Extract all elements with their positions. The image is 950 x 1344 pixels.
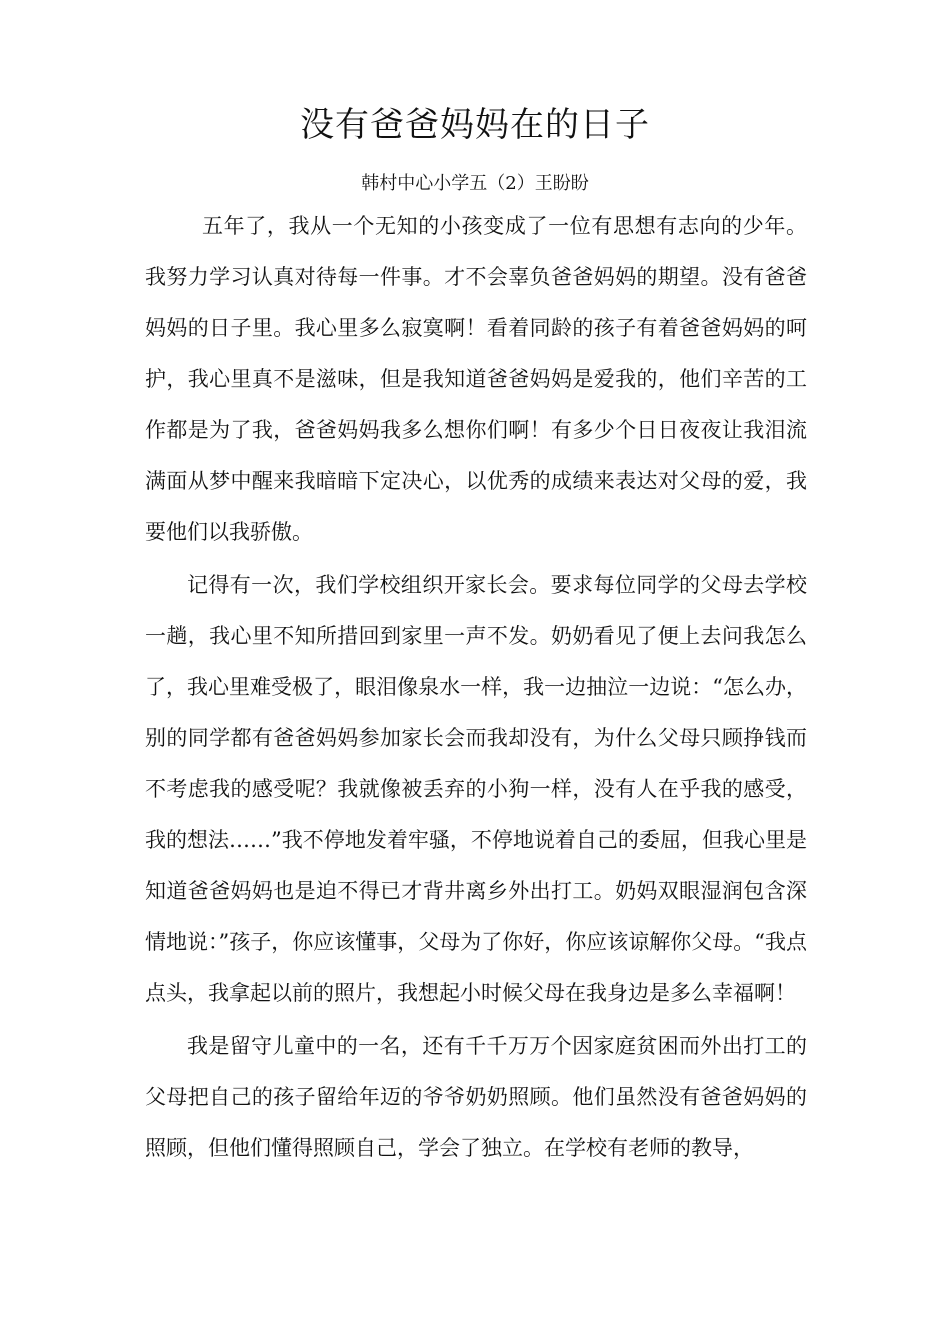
paragraph-2: 记得有一次，我们学校组织开家长会。要求每位同学的父母去学校一趟，我心里不知所措回到家里一声不发。奶奶看见了便上去问我怎么了，我心里难受极了，眼泪像泉水一样，我一边抽泣一边说：“怎么办，别的同学都有爸爸妈妈参加家长会而我却没有，为什么父母只顾挣钱而不考虑我的感受呢？我就像被丢弃的小狗一样，没有人在乎我的感受，我的想法……”我不停地发着牢骚，不停地说着自己的委屈，但我心里是知道爸爸妈妈也是迫不得已才背井离乡外出打工。奶妈双眼湿润包含深情地说：”孩子，你应该懂事，父母为了你好，你应该谅解你父母。“我点点头，我拿起以前的照片，我想起小时候父母在我身边是多么幸福啊！ xyxy=(145,573,807,1005)
document-title: 没有爸爸妈妈在的日子 xyxy=(300,105,650,145)
document-body xyxy=(145,201,807,1176)
paragraph-3: 我是留守儿童中的一名，还有千千万万个因家庭贫困而外出打工的父母把自己的孩子留给年迈的爷爷奶奶照顾。他们虽然没有爸爸妈妈的照顾，但他们懂得照顾自己，学会了独立。在学校有老师的教导， xyxy=(145,1034,807,1160)
paragraph-1: 五年了，我从一个无知的小孩变成了一位有思想有志向的少年。我努力学习认真对待每一件事。才不会辜负爸爸妈妈的期望。没有爸爸妈妈的日子里。我心里多么寂寞啊！看着同龄的孩子有着爸爸妈妈的呵护，我心里真不是滋味，但是我知道爸爸妈妈是爱我的，他们辛苦的工作都是为了我，爸爸妈妈我多么想你们啊！有多少个日日夜夜让我泪流满面从梦中醒来我暗暗下定决心，以优秀的成绩来表达对父母的爱，我要他们以我骄傲。 xyxy=(145,214,807,544)
author-line: 韩村中心小学五（2）王盼盼 xyxy=(361,173,589,194)
